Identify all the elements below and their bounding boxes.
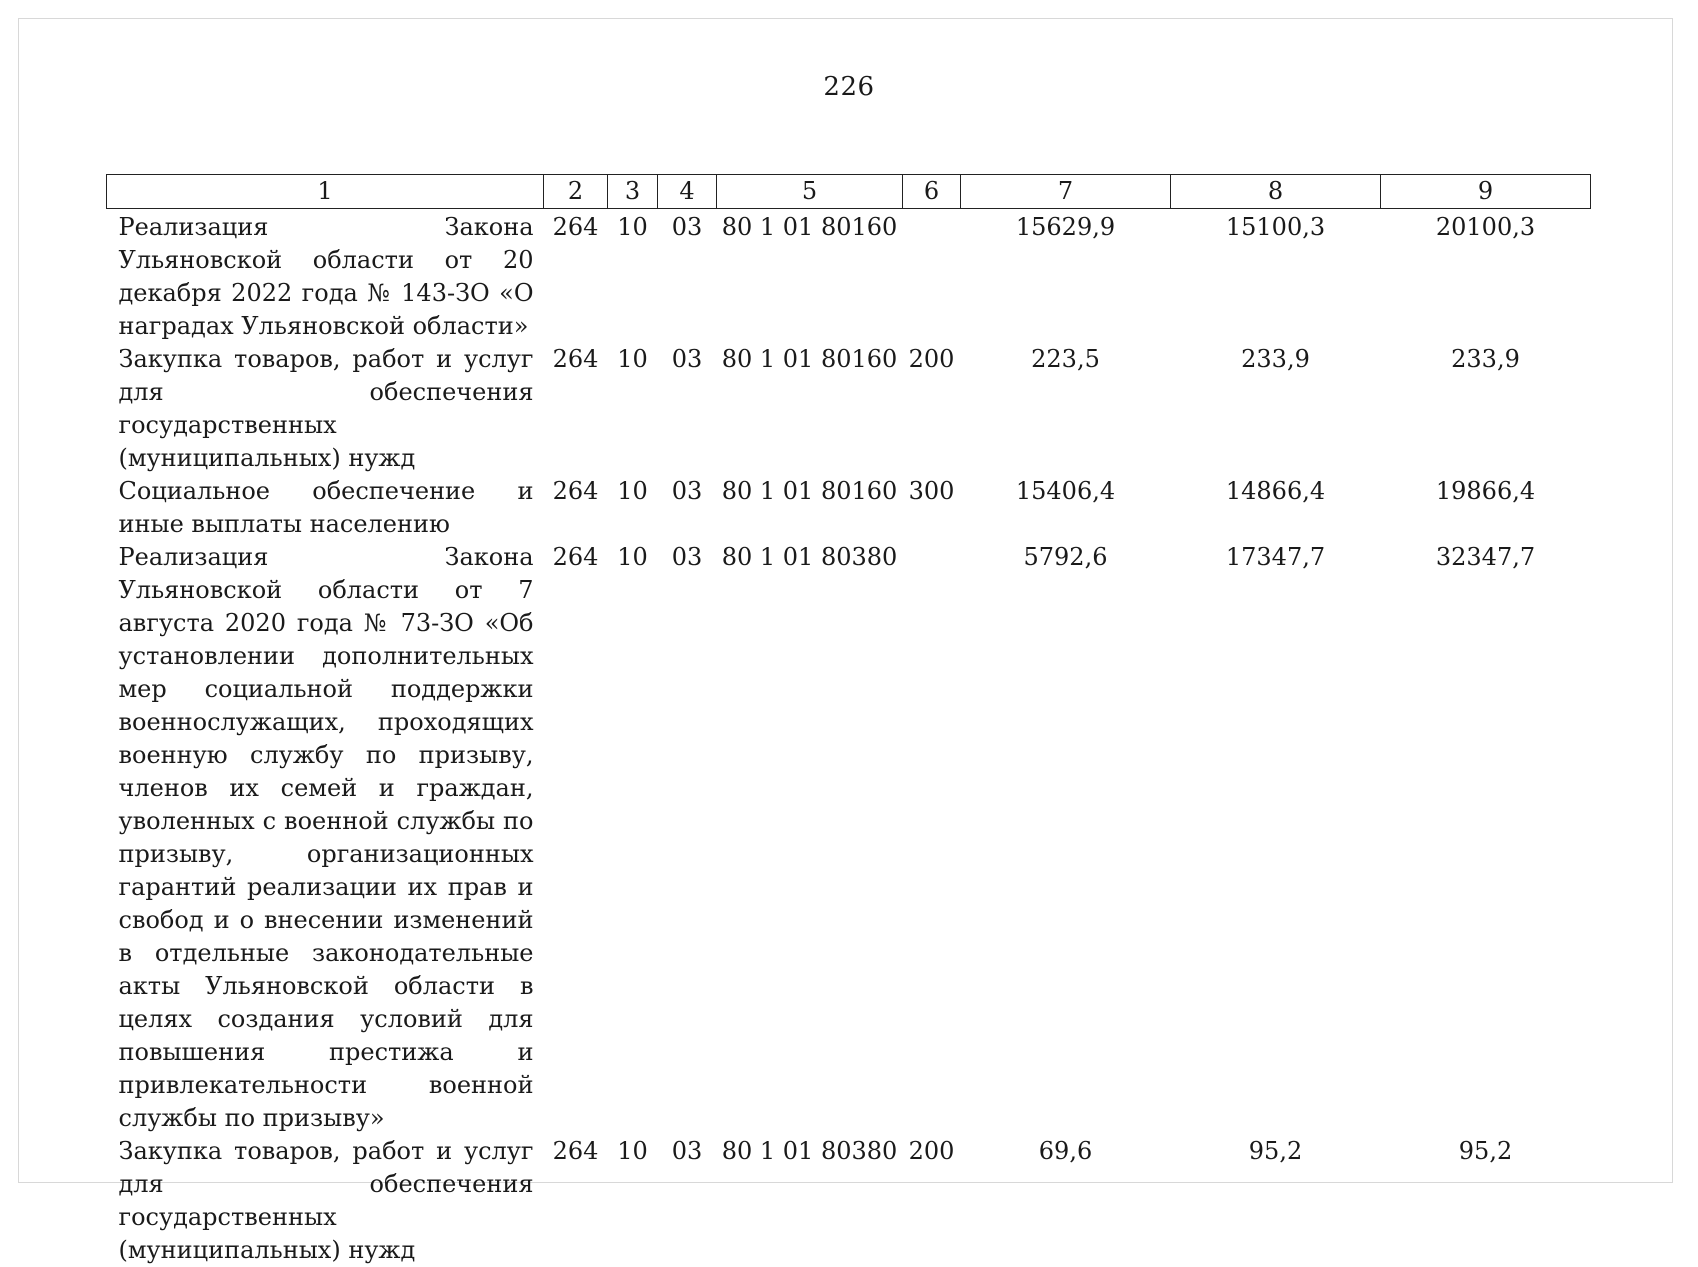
column-header: 4 bbox=[658, 175, 717, 209]
cell-col5: 80 1 01 80380 bbox=[717, 541, 903, 1135]
budget-table bbox=[106, 174, 1591, 1267]
cell-col8: 14866,4 bbox=[1171, 475, 1381, 541]
table-row bbox=[107, 343, 1591, 475]
column-header: 3 bbox=[608, 175, 658, 209]
column-header: 6 bbox=[903, 175, 961, 209]
row-description: Закупка товаров, работ и услуг для обеспечения государственных (муниципальных) нужд bbox=[107, 1135, 544, 1267]
cell-col4: 03 bbox=[658, 475, 717, 541]
cell-col9: 20100,3 bbox=[1381, 209, 1591, 344]
cell-col5: 80 1 01 80160 bbox=[717, 343, 903, 475]
cell-col3: 10 bbox=[608, 1135, 658, 1267]
cell-col9: 19866,4 bbox=[1381, 475, 1591, 541]
cell-col8: 17347,7 bbox=[1171, 541, 1381, 1135]
cell-col7: 15406,4 bbox=[961, 475, 1171, 541]
cell-col7: 223,5 bbox=[961, 343, 1171, 475]
table-row bbox=[107, 209, 1591, 344]
cell-col9: 95,2 bbox=[1381, 1135, 1591, 1267]
cell-col7: 5792,6 bbox=[961, 541, 1171, 1135]
cell-col7: 69,6 bbox=[961, 1135, 1171, 1267]
cell-col3: 10 bbox=[608, 541, 658, 1135]
column-header: 1 bbox=[107, 175, 544, 209]
cell-col4: 03 bbox=[658, 343, 717, 475]
row-description: Реализация Закона Ульяновской области от 7 августа 2020 года № 73-ЗО «Об установлении дополнительных мер социальной поддержки военнослужащих, проходящих военную службу по призыву, членов их семей и граждан, уволенных с военной службы по призыву, организационных гарантий реализации их прав и свобод и о внесении изменений в отдельные законодательные акты Ульяновской области в целях создания условий для повышения престижа и привлекательности военной службы по призыву» bbox=[107, 541, 544, 1135]
cell-col3: 10 bbox=[608, 475, 658, 541]
table-row bbox=[107, 475, 1591, 541]
cell-col8: 15100,3 bbox=[1171, 209, 1381, 344]
column-header: 9 bbox=[1381, 175, 1591, 209]
cell-col4: 03 bbox=[658, 1135, 717, 1267]
cell-col6: 200 bbox=[903, 343, 961, 475]
cell-col8: 233,9 bbox=[1171, 343, 1381, 475]
cell-col3: 10 bbox=[608, 209, 658, 344]
column-header: 2 bbox=[544, 175, 608, 209]
cell-col2: 264 bbox=[544, 475, 608, 541]
cell-col6: 200 bbox=[903, 1135, 961, 1267]
cell-col7: 15629,9 bbox=[961, 209, 1171, 344]
cell-col8: 95,2 bbox=[1171, 1135, 1381, 1267]
cell-col3: 10 bbox=[608, 343, 658, 475]
row-description: Закупка товаров, работ и услуг для обеспечения государственных (муниципальных) нужд bbox=[107, 343, 544, 475]
page-number: 226 bbox=[0, 72, 1698, 102]
column-header: 8 bbox=[1171, 175, 1381, 209]
column-header: 7 bbox=[961, 175, 1171, 209]
column-header: 5 bbox=[717, 175, 903, 209]
cell-col2: 264 bbox=[544, 541, 608, 1135]
row-description: Социальное обеспечение и иные выплаты населению bbox=[107, 475, 544, 541]
cell-col4: 03 bbox=[658, 209, 717, 344]
cell-col6: 300 bbox=[903, 475, 961, 541]
table-row bbox=[107, 1135, 1591, 1267]
cell-col2: 264 bbox=[544, 209, 608, 344]
header-row bbox=[107, 175, 1591, 209]
cell-col2: 264 bbox=[544, 1135, 608, 1267]
cell-col5: 80 1 01 80160 bbox=[717, 475, 903, 541]
cell-col6 bbox=[903, 209, 961, 344]
cell-col6 bbox=[903, 541, 961, 1135]
cell-col9: 32347,7 bbox=[1381, 541, 1591, 1135]
table-header bbox=[107, 175, 1591, 209]
table-row bbox=[107, 541, 1591, 1135]
row-description: Реализация Закона Ульяновской области от 20 декабря 2022 года № 143-ЗО «О наградах Ульяновской области» bbox=[107, 209, 544, 344]
table-body bbox=[107, 209, 1591, 1267]
cell-col4: 03 bbox=[658, 541, 717, 1135]
cell-col5: 80 1 01 80160 bbox=[717, 209, 903, 344]
cell-col9: 233,9 bbox=[1381, 343, 1591, 475]
cell-col2: 264 bbox=[544, 343, 608, 475]
cell-col5: 80 1 01 80380 bbox=[717, 1135, 903, 1267]
